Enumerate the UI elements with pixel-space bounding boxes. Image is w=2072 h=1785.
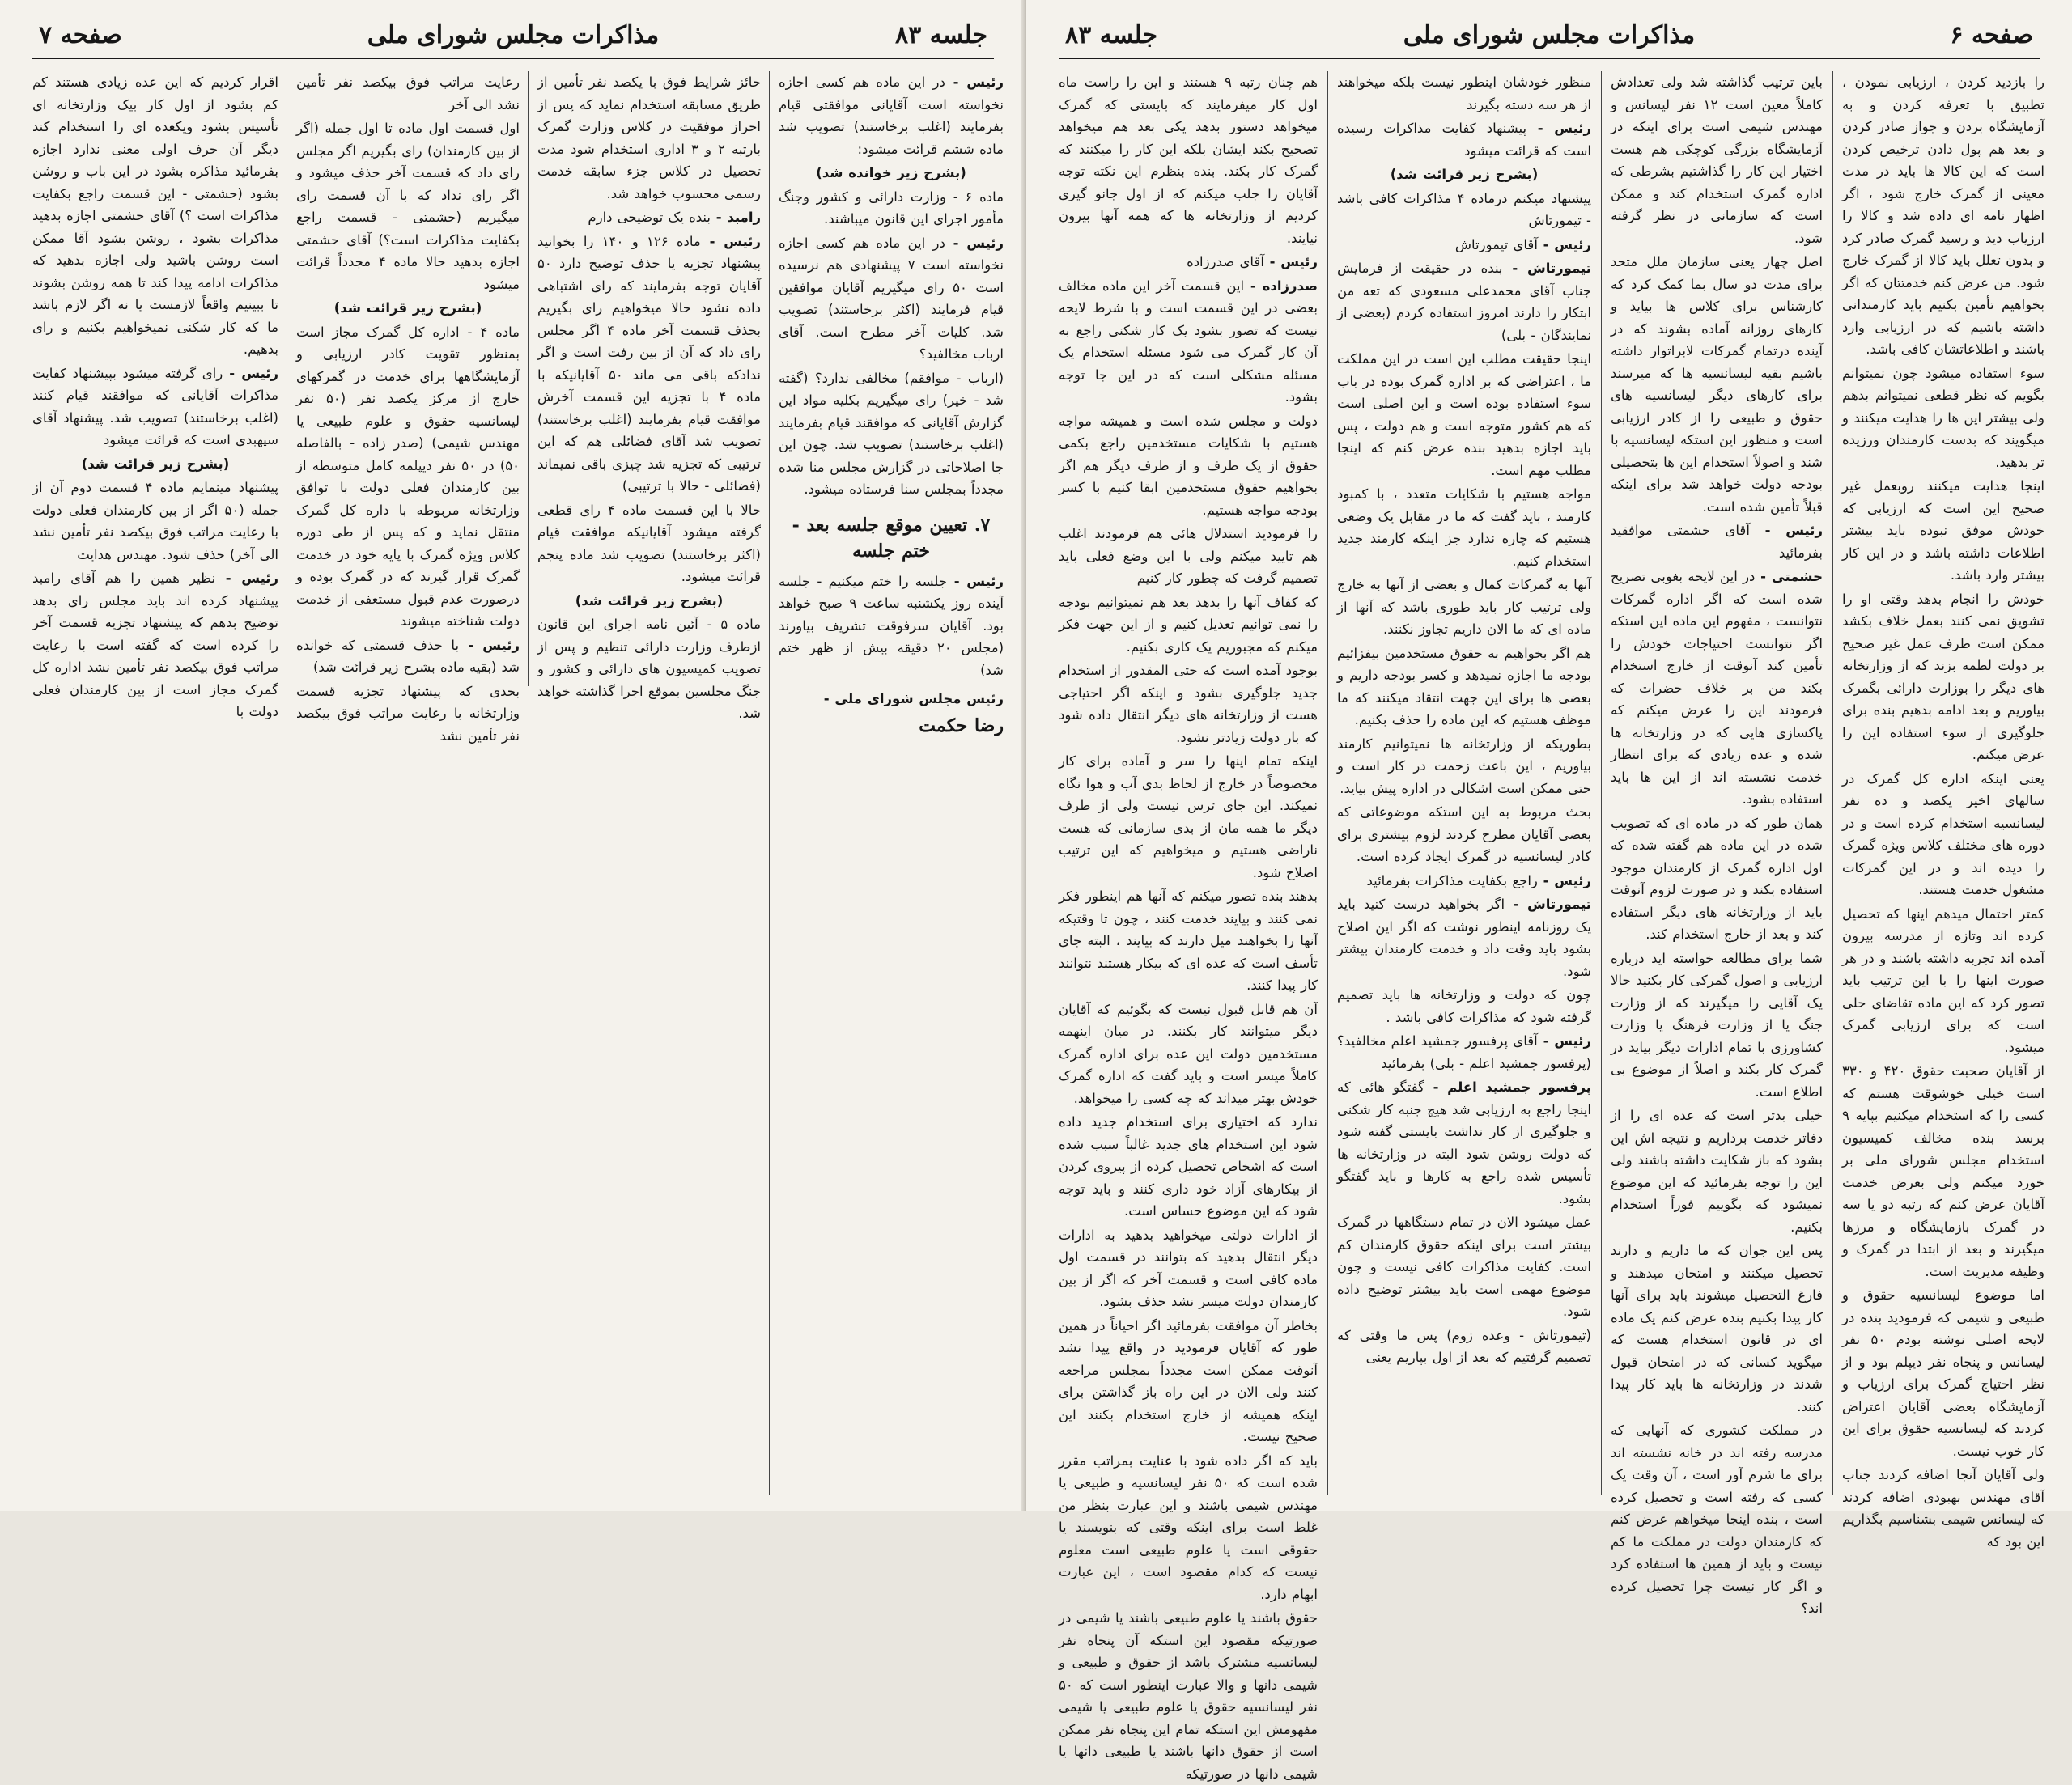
paragraph-text: که کفاف آنها را بدهد بعد هم نمیتوانیم بودجه را نمی توانیم تعدیل کنیم و از این جهت فکر میکنم که مجبوریم یک کاری بکنیم. <box>1059 594 1318 655</box>
paragraph-text: بدهند بنده تصور میکنم که آنها هم اینطور فکر نمی کنند و بیایند خدمت کنند ، چون تا وقتیکه آنها را بخواهند میل دارند که بیایند ، البته جای تأسف است که عده ای که بیکار هستند نتوانند کار پیدا کنند. <box>1059 888 1318 993</box>
signature-title: رئیس مجلس شورای ملی - <box>823 691 1004 706</box>
paragraph-text: آقای تیمورتاش <box>1454 236 1538 252</box>
paragraph <box>1337 733 1591 800</box>
paragraph-text: در این ماده هم کسی اجازه نخواسته است آقایانی موافقتی قیام بفرمایند (اغلب برخاستند) تصویب شد ماده ششم قرائت میشود: <box>779 74 1004 157</box>
paragraph <box>537 231 761 498</box>
paragraph-text: شما برای مطالعه خواسته اید درباره ارزیابی و اصول گمرکی کار بکنید حالا یک آقایی را میگیرند که از وزارت جنگ یا از وزارت فرهنگ یا وزارت کشاورزی با تمام ادارات دیگر بیاید در گمرک کار بکند و اصلاً از موضوع بی اطلاع است. <box>1611 950 1823 1100</box>
speaker-name: تیمورتاش - <box>1505 897 1591 912</box>
paragraph <box>1611 71 1823 249</box>
paragraph-text: آنها به گمرکات کمال و بعضی از آنها به خارج ولی ترتیب کار باید طوری باشد که آنها از ماده ای که ما الان داریم تجاوز نکنند. <box>1337 577 1591 637</box>
paragraph-text: آقای پرفسور جمشید اعلم مخالفید؟ (پرفسور جمشید اعلم - بلی) بفرمائید <box>1337 1033 1591 1071</box>
paragraph <box>1337 483 1591 572</box>
paragraph <box>1337 1211 1591 1323</box>
paragraph <box>1337 1030 1591 1075</box>
column-divider <box>1601 71 1602 1495</box>
publication-title: مذاکرات مجلس شورای ملی <box>1403 21 1696 49</box>
paragraph-text: در این لایحه بغوبی تصریح شده است که اگر اداره گمرکات نتوانست ، مفهوم این ماده این استکه اگر نتوانست احتیاجات خودش را تأمین کند آنوقت از خارج استخدام بکند من بر خلاف حضرات که فرمودند این را عرض میکنم که پاکسازی هایی که در وزارتخانه ها شده و عده زیادی که برای انتظار خدمت نشسته اند از این ها باید استفاده بشود. <box>1611 569 1823 807</box>
speaker-name: رئیس - <box>215 570 278 586</box>
closing-paragraphs <box>779 570 1004 682</box>
section-heading: ۷. تعیین موقع جلسه بعد - ختم جلسه <box>792 514 991 562</box>
paragraph-text: (بشرح زیر قرائت شد) <box>1390 167 1539 182</box>
paragraph <box>1059 1450 1318 1606</box>
paragraph <box>1059 998 1318 1110</box>
paragraph <box>1611 948 1823 1104</box>
speaker-name: حشمتی - <box>1755 569 1823 584</box>
text-column-1 <box>779 71 1004 1495</box>
paragraph <box>1337 188 1591 232</box>
paragraph-text: نظیر همین را هم آقای رامبد پیشنهاد کرده اند باید مجلس رای بدهد توضیح بدهم که پیشنهاد تجزیه قسمت آخر را کرده است که گفته است با رعایت مراتب فوق بیکصد نفر تأمین نشد اداره کل گمرک مجاز است از بین کارمندان فعلی دولت با <box>32 570 278 719</box>
paragraph-text: آقای صدرزاده <box>1187 254 1264 269</box>
paragraph <box>1059 251 1318 273</box>
paragraph-text: جلسه را ختم میکنیم - جلسه آینده روز یکشنبه ساعت ۹ صبح خواهد بود. آقایان سرفوقت تشریف بیاورند (مجلس ۲۰ دقیقه بیش از ظهر ختم شد) <box>779 573 1004 678</box>
paragraph <box>296 321 520 633</box>
text-column-1 <box>1842 71 2044 1550</box>
speaker-name: رئیس - <box>1749 523 1823 538</box>
speaker-name: صدرزاده - <box>1244 278 1318 294</box>
paragraph-text: (تیمورتاش - وعده زوم) پس ما وقتی که تصمیم گرفتیم که بعد از اول بپاریم یعنی <box>1337 1327 1591 1365</box>
paragraph-text: (ارباب - موافقم) مخالفی ندارد؟ (گفته شد - خیر) رای میگیریم بکلیه مواد این گزارش آقایانی که موافقند قیام بفرمایند (اغلب برخاستند) تصویب شد. چون این جا اصلاحاتی در گزارش مجلس منا شده مجدداً بمجلس سنا فرستاده میشود. <box>779 370 1004 497</box>
paragraph <box>779 232 1004 366</box>
column-paragraphs <box>1842 71 2044 1553</box>
paragraph <box>1337 893 1591 982</box>
column-paragraphs <box>779 71 1004 501</box>
paragraph-text: رای گرفته میشود بپیشنهاد کفایت مذاکرات آقایانی که موافقند قیام کنند (اغلب برخاستند) تصویب شد. پیشنهاد آقای سپهبدی است که قرائت میشود <box>32 365 278 447</box>
paragraph <box>779 162 1004 184</box>
page-6 <box>1026 0 2072 1782</box>
paragraph-text: بحدی که پیشنهاد تجزیه قسمت وزارتخانه با رعایت مراتب فوق بیکصد نفر تأمین نشد <box>296 683 520 744</box>
paragraph <box>537 206 761 229</box>
paragraph-text: با حذف قسمتی که خوانده شد (بقیه ماده بشرح زیر قرائت شد) <box>296 637 520 675</box>
paragraph <box>1842 1464 2044 1553</box>
paragraph <box>779 367 1004 501</box>
paragraph <box>1611 566 1823 811</box>
paragraph-text: اینکه تمام اینها را سر و آماده برای کار مخصوصاً در خارج از لحاظ بدی آب و هوا نگاه نمیکند. این جای ترس نیست ولی از طرف دیگر ما همه مان از بدی سازمانی که هست ناراضی هستیم و میخواهیم که این ترتیب اصلاح شود. <box>1059 753 1318 880</box>
paragraph <box>296 297 520 320</box>
paragraph-text: منظور خودشان اینطور نیست بلکه میخواهند از هر سه دسته بگیرند <box>1337 74 1591 112</box>
paragraph <box>1337 71 1591 116</box>
page-number: صفحه ۶ <box>1950 21 2033 49</box>
paragraph-text: بنده یک توضیحی دارم <box>588 210 711 225</box>
paragraph <box>1611 251 1823 518</box>
column-paragraphs <box>1337 71 1591 1369</box>
column-divider <box>528 71 529 686</box>
paragraph-text: یعنی اینکه اداره کل گمرک در سالهای اخیر یکصد و ده نفر لیسانسیه استخدام کرده است و در دوره های مختلف کلاس ویژه گمرک را دیده اند و در این گمرکات مشغول خدمت هستند. <box>1842 770 2044 897</box>
paragraph <box>1842 363 2044 474</box>
paragraph <box>32 453 278 476</box>
paragraph-text: بطوریکه از وزارتخانه ها نمیتوانیم کارمند بیاوریم ، این باعث زحمت در کار است و حتی ممکن است اشکالی در اداره پیش بیاید. <box>1337 736 1591 796</box>
paragraph-text: در این ماده هم کسی اجازه نخواسته است ۷ پیشنهادی هم نرسیده است ۵۰ رای میگیریم آقایان موافقین قیام فرمایند (اکثر برخاستند) تصویب شد. کلیات آخر مطرح است. آقای ارباب مخالفید؟ <box>779 235 1004 362</box>
speaker-name: رئیس - <box>945 74 1004 90</box>
paragraph-text: خیلی بدتر است که عده ای را از دفاتر خدمت برداریم و نتیجه اش این بشود که باز شکایت داشته باشند ولی این را توجه بفرمائید که این موضوع نمیشود که بگوییم فوراً استخدام بکنیم. <box>1611 1108 1823 1235</box>
paragraph <box>1059 523 1318 590</box>
paragraph <box>1337 574 1591 641</box>
text-column-4 <box>1059 71 1318 1782</box>
session-number: جلسه ۸۳ <box>894 21 987 49</box>
page-header <box>1059 18 2040 59</box>
paragraph-text: باین ترتیب گذاشته شد ولی تعدادش کاملاً معین است ۱۲ نفر لیسانس و مهندس شیمی است برای اینکه در آزمایشگاه بزرگی کوچکی هم هست اختیار این کار را گذاشتیم بشرطی که اداره گمرک استخدام کند و ممکن است که سازمانی در نظر گرفته شود. <box>1611 74 1823 246</box>
text-column-2 <box>1611 71 1823 1616</box>
paragraph <box>296 681 520 748</box>
paragraph-text: بوجود آمده است که حتی المقدور از استخدام جدید جلوگیری بشود و اینکه اگر احتیاجی هست از وزارتخانه های دیگر انتقال داده شود که بار دولت زیادتر نشود. <box>1059 663 1318 745</box>
paragraph-text: پس این جوان که ما داریم و دارند تحصیل میکنند و امتحان میدهند و فارغ التحصیل میشوند باید برای آنها کار پیدا بکنیم بنده عرض کنم یک ماده ای در قانون استخدام هست که میگوید کسانی که در امتحان قبول شدند در وزارتخانه ها باید کار پیدا کنند. <box>1611 1243 1823 1414</box>
speaker-name: رئیس - <box>1537 872 1591 888</box>
paragraph-text: را فرمودید استدلال هائی هم فرمودند اغلب هم تایید میکنم ولی با این وضع فعلی باید تصمیم گرفت که چطور کار کنیم <box>1059 526 1318 586</box>
paragraph-text: از آقایان صحبت حقوق ۴۲۰ و ۳۳۰ است خیلی خوشوقت هستم که کسی را که استخدام میکنیم بپایه ۹ برسد بنده مخالف کمیسیون استخدام مجلس شورای ملی بر خورد میکنم ولی بعرض خدمت آقایان عرض کنم که رتبه دو یا سه در گمرک بازمایشگاه و مرزها میگیرند و بعد از ابتدا در گمرک و وظیفه مدیریت است. <box>1842 1063 2044 1279</box>
speaker-name: رئیس - <box>1537 236 1591 252</box>
paragraph-text: اینجا هدایت میکنند روبعمل غیر صحیح این است که ارزیابی که خودش موفق نبوده باید بیشتر اطلاعات داشته باشد و در این کار بیشتر وارد باشد. <box>1842 478 2044 583</box>
column-paragraphs <box>1611 71 1823 1620</box>
paragraph <box>1059 591 1318 659</box>
paragraph <box>1337 801 1591 868</box>
paragraph <box>1337 257 1591 346</box>
paragraph <box>32 71 278 361</box>
column-divider <box>769 71 770 1495</box>
paragraph <box>1611 1419 1823 1620</box>
paragraph-text: در مملکت کشوری که آنهایی که مدرسه رفته اند در خانه نشسته اند برای ما شرم آور است ، آن وقت یک کسی که رفته است و تحصیل کرده است ، بنده اینجا میخواهم عرض کنم که کارمندان دولت در مملکت ما کم نیست و باید از همین ها استفاده کرد و اگر کار نیست چرا تحصیل کرده اند؟ <box>1611 1422 1823 1616</box>
paragraph-text: رعایت مراتب فوق بیکصد نفر تأمین نشد الی آخر <box>296 74 520 112</box>
text-column-4 <box>32 71 279 719</box>
paragraph-text: حقوق باشند یا علوم طبیعی باشند یا شیمی در صورتیکه مقصود این استکه آن پنجاه نفر لیسانسیه مشترک باشد از حقوق و طبیعی و شیمی دانها و والا عبارت اینطور است که ۵۰ نفر لیسانسیه حقوق یا علوم طبیعی یا شیمی مفهومش این استکه تمام این پنجاه نفر ممکن است از حقوق دانها باشند یا طبیعی دانها یا شیمی دانها در صورتیکه <box>1059 1610 1318 1782</box>
paragraph <box>1337 163 1591 186</box>
paragraph-text: چون که دولت و وزارتخانه ها باید تصمیم گرفته شود که مذاکرات کافی باشد . <box>1337 987 1591 1025</box>
paragraph <box>1059 1315 1318 1448</box>
paragraph <box>537 499 761 588</box>
paragraph-text: (بشرح زیر قرائت شد) <box>575 592 724 608</box>
paragraph-text: دولت و مجلس شده است و همیشه مواجه هستیم با شکایات مستخدمین راجع بکمی حقوق از یک طرف و از طرف دیگر هم اگر بخواهیم حقوق مستخدمین ابقا کنیم با کسر بودجه مواجه هستیم. <box>1059 413 1318 518</box>
paragraph-text: (بشرح زیر قرائت شد) <box>81 456 230 472</box>
paragraph-text: راجع بکفایت مذاکرات بفرمائید <box>1366 872 1538 888</box>
paragraph <box>32 477 278 566</box>
speaker-name: رئیس - <box>700 233 761 249</box>
paragraph-text: ندارد که اختیاری برای استخدام جدید داده شود این استخدام های جدید غالباً سبب شده است که اشخاص تحصیل کرده از پیروی کردن از بیکارهای آزاد خود داری کنند و باید توجه شود که این موضوع حساس است. <box>1059 1114 1318 1219</box>
paragraph-text: (بشرح زیر قرائت شد) <box>333 300 482 316</box>
paragraph-text: بحث مربوط به این استکه موضوعاتی که بعضی آقایان مطرح کردند لزوم بیشتری برای کادر لیسانسیه در گمرک ایجاد کرده است. <box>1337 804 1591 864</box>
paragraph <box>779 570 1004 682</box>
paragraph-text: حالا با این قسمت ماده ۴ رای قطعی گرفته میشود آقایانیکه موافقت قیام (اکثر برخاستند) تصویب شد ماده پنجم قرائت میشود. <box>537 502 761 584</box>
paragraph <box>1059 885 1318 997</box>
text-column-2 <box>537 71 761 1495</box>
paragraph <box>1337 117 1591 162</box>
speaker-name: رئیس - <box>1537 1033 1591 1049</box>
paragraph <box>296 634 520 679</box>
paragraph-text: کمتر احتمال میدهم اینها که تحصیل کرده اند وتازه از مدرسه بیرون آمده اند تجربه داشته باشند و در هر صورت اینها را با این ترتیب باید تصور کرد که این ماده تقاضای حلی است که برای ارزیابی گمرک میشود. <box>1842 905 2044 1055</box>
speaker-name: پرفسور جمشید اعلم - <box>1424 1079 1591 1095</box>
text-column-3 <box>1337 71 1591 1495</box>
paragraph <box>1842 1060 2044 1283</box>
paragraph-text: اصل چهار یعنی سازمان ملل متحد برای مدت دو سال بما کمک کرد که کارشناس برای کلاس ها بیاید و کارهای روزانه آماده بشوند که در آینده درتمام گمرکات لابراتوار داشته باشیم بقیه لیسانسیه ها که میرسند برای کارهای دیگر لیسانسیه های حقوق و طبیعی را از کادر ارزیابی است و منظور این استکه لیسانسیه با شند و اصولاً استخدام این ها بتحصیلی بودجه دولت خواهد شد برای اینکه قبلاً تأمین شده است. <box>1611 254 1823 515</box>
paragraph <box>1059 1607 1318 1785</box>
paragraph <box>1337 984 1591 1028</box>
paragraph <box>537 613 761 725</box>
paragraph-text: مواجه هستیم با شکایات متعدد ، با کمبود کارمند ، باید گفت که ما در مقابل یک وضعی هستیم که چاره ندارد جز اینکه کارمند جدید استخدام کنیم. <box>1337 486 1591 569</box>
column-paragraphs <box>1059 71 1318 1785</box>
paragraph-text: اقرار کردیم که این عده زیادی هستند کم کم بشود از اول کار بیک وزارتخانه ای تأسیس بشود ویکعده ای را استخدام کند دیگر آن حرف اولی معنی ندارد اجازه بفرمائید مذاکره بشود در این باب و روشن بشود (حشمتی - این قسمت راجع بکفایت مذاکرات است ؟) آقای حشمتی اجازه بدهید مذاکرات بشود ، روشن بشود آقا ممکن است روشن باشید ولی اجازه بدهید که مذاکرات ادامه پیدا کند تا همه روشن بشوند تا ببینیم واقعاً لازمست یا نه اگر لازم باشد ما که کار شکنی نمیخواهیم بکنیم و رای بدهیم. <box>32 74 278 357</box>
column-paragraphs <box>32 71 278 723</box>
paragraph-text: را بازدید کردن ، ارزیابی نمودن ، تطبیق با تعرفه کردن و به آزمایشگاه بردن و جواز صادر کردن و بعد هم پول دادن ترخیص کردن است که این کالا ها باید در مدت معینی از گمرک خارج شود ، اگر اظهار نامه ای داده شد و کالا را ارزیاب دید و رسید گمرک صادر کرد و بدون تعلل باید کالا از گمرک خارج شود. من عرض کنم خدمتتان که اگر بخواهیم تأمین بکنیم باید کارمندانی داشته باشیم که در ارزیابی وارد باشند و اطلاعاتشان کافی باشد. <box>1842 74 2044 357</box>
column-paragraphs <box>537 71 761 725</box>
paragraph <box>1842 588 2044 766</box>
page-header <box>32 18 994 59</box>
publication-title: مذاکرات مجلس شورای ملی <box>367 21 660 49</box>
paragraph <box>1059 1224 1318 1313</box>
paragraph-text: آن هم قابل قبول نیست که بگوئیم که آقایان دیگر میتوانند کار بکنند. در میان اینهمه مستخدمین دولت این عده برای اداره گمرک کاملاً میسر است و باید گفت که اداره گمرک خودش بهتر میداند که چه کسی را میخواهد. <box>1059 1001 1318 1106</box>
paragraph <box>32 363 278 452</box>
paragraph-text: همان طور که در ماده ای که تصویب شده در این ماده هم گفته شده که اول اداره گمرک از کارمندان موجود استفاده بکند و در صورت لزوم آنوقت باید از وزارتخانه های دیگر استفاده کند و بعد از خارج استخدام کند. <box>1611 815 1823 942</box>
paragraph-text: هم اگر بخواهیم به حقوق مستخدمین بیفزائیم بودجه ما اجازه نمیدهد و کسر بودجه داریم و بعضی ها برای این جهت انتقاد میکنند که ما موظف هستیم که این ماده را حذف بکنیم. <box>1337 645 1591 727</box>
paragraph <box>1842 71 2044 361</box>
paragraph <box>1337 1325 1591 1369</box>
paragraph-text: ماده ۶ - وزارت دارائی و کشور وجنگ مأمور اجرای این قانون میباشند. <box>779 189 1004 227</box>
paragraph-text: آقای حشمتی موافقید بفرمائید <box>1611 523 1823 561</box>
paragraph <box>1059 71 1318 249</box>
paragraph <box>1842 903 2044 1059</box>
paragraph <box>1337 642 1591 731</box>
paragraph <box>1611 1104 1823 1238</box>
speaker-name: رئیس - <box>459 637 520 653</box>
paragraph-text: هم چنان رتبه ۹ هستند و این را راست ماه اول کار میفرمایند که بایستی که گمرک میخواهد دستور بدهد یکی بعد هم میخواهد تصحیح بکند ایشان بلکه این کار را میکنند که گمرک کار بکند. بنده بنظرم این نکته توجه آقایان را جلب میکنم که از اول جانو گیری کردیم از وزارتخانه ها که همه آنها بیرون نیایند. <box>1059 74 1318 246</box>
column-divider <box>1327 71 1328 1495</box>
paragraph <box>1059 1111 1318 1223</box>
paragraph-text: از ادارات دولتی میخواهید بدهید به ادارات دیگر انتقال بدهید که بتوانند در قسمت اول ماده کافی است و قسمت آخر که اگر از بین کارمندان دولت میسر نشد حذف بشود. <box>1059 1227 1318 1309</box>
paragraph <box>296 117 520 295</box>
paragraph <box>537 590 761 613</box>
paragraph <box>1611 519 1823 564</box>
paragraph <box>1059 659 1318 748</box>
paragraph <box>1059 275 1318 409</box>
paragraph-text: ولی آقایان آنجا اضافه کردند جناب آقای مهندس بهبودی اضافه کردند که لیسانس شیمی بشناسیم بگذاریم این بود که <box>1842 1467 2044 1550</box>
speaker-name: رامبد - <box>711 210 761 225</box>
column-divider <box>1832 71 1833 1495</box>
paragraph-text: ماده ۱۲۶ و ۱۴۰ را بخوانید پیشنهاد تجزیه یا حذف توضیح دارد ۵۰ آقایان توجه بفرمایند که رای اشتباهی داده نشود حالا میخواهیم رای بگیریم بحذف قسمت آخر ماده ۴ اگر مجلس رای داد که آن از بین رفت است و اگر ندادکه باقی می ماند ۵۰ آقایانیکه با ماده ۴ با تجزیه این قسمت آخرش موافقت قیام بفرمایند (اغلب برخاستند) تصویب شد آقای فضائلی هم که این ترتیبی که تجزیه شد چیزی باقی نمیماند (فضائلی - حالا با ترتیبی) <box>537 233 761 494</box>
speaker-name: رئیس - <box>1263 254 1318 269</box>
paragraph-text: بنده در حقیقت از فرمایش جناب آقای محمدعلی مسعودی که تعه من ابتکار را دارند امروز استفاده کردم (بعضی از نمایندگان - بلی) <box>1337 261 1591 343</box>
paragraph <box>1842 1284 2044 1462</box>
signature-name: رضا حکمت <box>919 714 1004 736</box>
paragraph-text: ماده ۵ - آئین نامه اجرای این قانون ازطرف وزارت دارائی تنظیم و پس از تصویب کمیسیون های دارائی و کشور و جنگ مجلسین بموقع اجرا گذاشته خواهد شد. <box>537 617 761 721</box>
paragraph-text: این قسمت آخر این ماده مخالف بعضی در این قسمت است و با شرط لایحه نیست که تصور بشود یک کار شکنی راجع به آن کار گمرک می شود مسئله استخدام یک مسئله مشکلی است که در این جا توجه بشود. <box>1059 278 1318 405</box>
speaker-name: رئیس - <box>947 573 1004 589</box>
paragraph <box>296 71 520 116</box>
paragraph <box>1337 1076 1591 1210</box>
paragraph-text: اگر بخواهید درست کنید باید یک روزنامه اینطور نوشت که اگر این اصلاح بشود باید وقت داد و خدمت کارمندان بیشتر شود. <box>1337 897 1591 979</box>
paragraph <box>1059 750 1318 884</box>
paragraph-text: اما موضوع لیسانسیه حقوق و طبیعی و شیمی که فرمودید بنده در لایحه اصلی نوشته بودم ۵۰ نفر لیسانس و پنجاه نفر دیپلم بود و از نظر احتیاج گمرک برای ارزیاب و آزمایشگاه بعضی آقایان اعتراض کردند که لیسانسیه حقوق برای این کار خوب نیست. <box>1842 1287 2044 1459</box>
paragraph <box>32 567 278 723</box>
session-number: جلسه ۸۳ <box>1065 21 1158 49</box>
paragraph <box>1337 870 1591 892</box>
paragraph <box>1611 1240 1823 1418</box>
paragraph <box>779 186 1004 231</box>
paragraph <box>1059 410 1318 522</box>
paragraph-text: اینجا حقیقت مطلب این است در این مملکت ما ، اعتراضی که بر اداره گمرک بوده در باب سوء استفاده بوده است و این اصلی است که هم کشور متوجه است و هم دولت ، پس باید اجازه بدهید بنده عرض کنم که اینجا مطلب مهم است. <box>1337 351 1591 478</box>
paragraph <box>1611 812 1823 946</box>
paragraph <box>779 71 1004 160</box>
paragraph <box>537 71 761 205</box>
speaker-name: رئیس - <box>1526 121 1591 136</box>
paragraph-text: پیشنهاد کفایت مذاکرات رسیده است که قرائت میشود <box>1337 121 1591 159</box>
paragraph <box>1842 475 2044 587</box>
paragraph <box>1842 768 2044 901</box>
paragraph-text: گفتگو هائی که اینجا راجع به ارزیابی شد هیچ جنبه کار شکنی و جلوگیری از کار نداشت بایستی گفته شود که دولت روشن شود البته در وزارتخانه ها تأسیس شده راجع به کارها و باید گفتگو بشود. <box>1337 1079 1591 1206</box>
page-number: صفحه ۷ <box>39 21 122 49</box>
paragraph-text: خودش را انجام بدهد وقتی او را تشویق نمی کنند بعمل خلاف بکشد ممکن است طرف عمل غیر صحیح بر دولت لطمه بزند که از وزارتخانه های دیگر را بوزارت دارائی بگمرک بیاوریم و بعد ادامه بدهیم بنده برای جلوگیری از سوء استفاده این را عرض میکنم. <box>1842 591 2044 762</box>
paragraph <box>1337 234 1591 257</box>
speaker-name: تیمورتاش - <box>1502 261 1591 276</box>
text-column-3 <box>296 71 520 744</box>
column-paragraphs <box>296 71 520 747</box>
paragraph-text: بخاطر آن موافقت بفرمائید اگر احیاناً در همین طور که آقایان فرمودید در واقع پیدا نشد آنوقت ممکن است مجدداً بمجلس مراجعه کنند ولی الان در این راه باز گذاشتن برای اینکه همیشه از خارج استخدام بکنند این صحیح نیست. <box>1059 1317 1318 1444</box>
paragraph-text: حائز شرایط فوق با یکصد نفر تأمین از طریق مسابقه استخدام نماید که پس از احراز موفقیت در کلاس وزارت گمرک بارتبه ۲ و ۳ اداری استخدام شود مدت تحصیل در کلاس جزء سابقه خدمت رسمی محسوب خواهد شد. <box>537 74 762 201</box>
speaker-name: رئیس - <box>223 365 279 381</box>
paragraph-text: پیشنهاد مینمایم ماده ۴ قسمت دوم آن از جمله (۵۰ اگر از بین کارمندان فعلی دولت با رعایت مراتب فوق بیکصد نفر تأمین نشد الی آخر) حذف شود. مهندس هدایت <box>32 480 278 562</box>
paragraph-text: سوء استفاده میشود چون نمیتوانم بگویم که نظر قطعی نمیتوانم بدهم ولی بیشتر این ها را هدایت میکنند و میگویند که بدست کارمندان ورزیده تر بدهید. <box>1842 365 2044 470</box>
paragraph-text: پیشنهاد میکنم درماده ۴ مذاکرات کافی باشد - تیمورتاش <box>1337 190 1591 228</box>
paragraph-text: باید که اگر داده شود با عنایت بمراتب مقرر شده است که ۵۰ نفر لیسانسیه و طبیعی یا مهندس شیمی باشند و این عبارت بنظر من غلط است برای اینکه وقتی که بنویسند یا حقوقی است یا علوم طبیعی است معلوم نیست که کدام مقصود است ، این عبارت ابهام دارد. <box>1059 1452 1318 1602</box>
paragraph-text: عمل میشود الان در تمام دستگاهها در گمرک بیشتر است برای اینکه حقوق کارمندان کم است. کفایت مذاکرات کافی نیست و چون موضوع مهمی است باید بیشتر توضیح داده شود. <box>1337 1215 1591 1319</box>
paragraph <box>1337 348 1591 481</box>
paragraph-text: اول قسمت اول ماده تا اول جمله (اگر از بین کارمندان) رای بگیریم اگر مجلس رای داد که قسمت آخر حذف میشود و اگر رای نداد که با آن قسمت رای میگیریم (حشمتی - قسمت راجع بکفایت مذاکرات است؟) آقای حشمتی اجازه بدهید حالا ماده ۴ مجدداً قرائت میشود <box>296 121 520 292</box>
paragraph-text: (بشرح زیر خوانده شد) <box>816 165 966 180</box>
speaker-name: رئیس - <box>945 235 1004 251</box>
paragraph-text: ماده ۴ - اداره کل گمرک مجاز است بمنظور تقویت کادر ارزیابی و آزمایشگاهها برای خدمت در گمرکهای خارج از مرکز یکصد نفر (۵۰ نفر لیسانسیه حقوق و علوم طبیعی یا مهندس شیمی) (صدر زاده - بالفاصله ۵۰) در ۵۰ نفر دیپلمه کامل متوسطه از بین کارمندان فعلی دولت با توافق وزارتخانه مربوطه با داره کل گمرک منتقل نماید و که پس از طی دوره کلاس ویژه گمرک با پایه خود در خدمت گمرک قرار گیرند که در گمرک بوده و درصورت عدم قبول مستعفی از خدمت دولت شناخته میشوند <box>296 324 520 629</box>
page-7 <box>0 0 1026 1511</box>
